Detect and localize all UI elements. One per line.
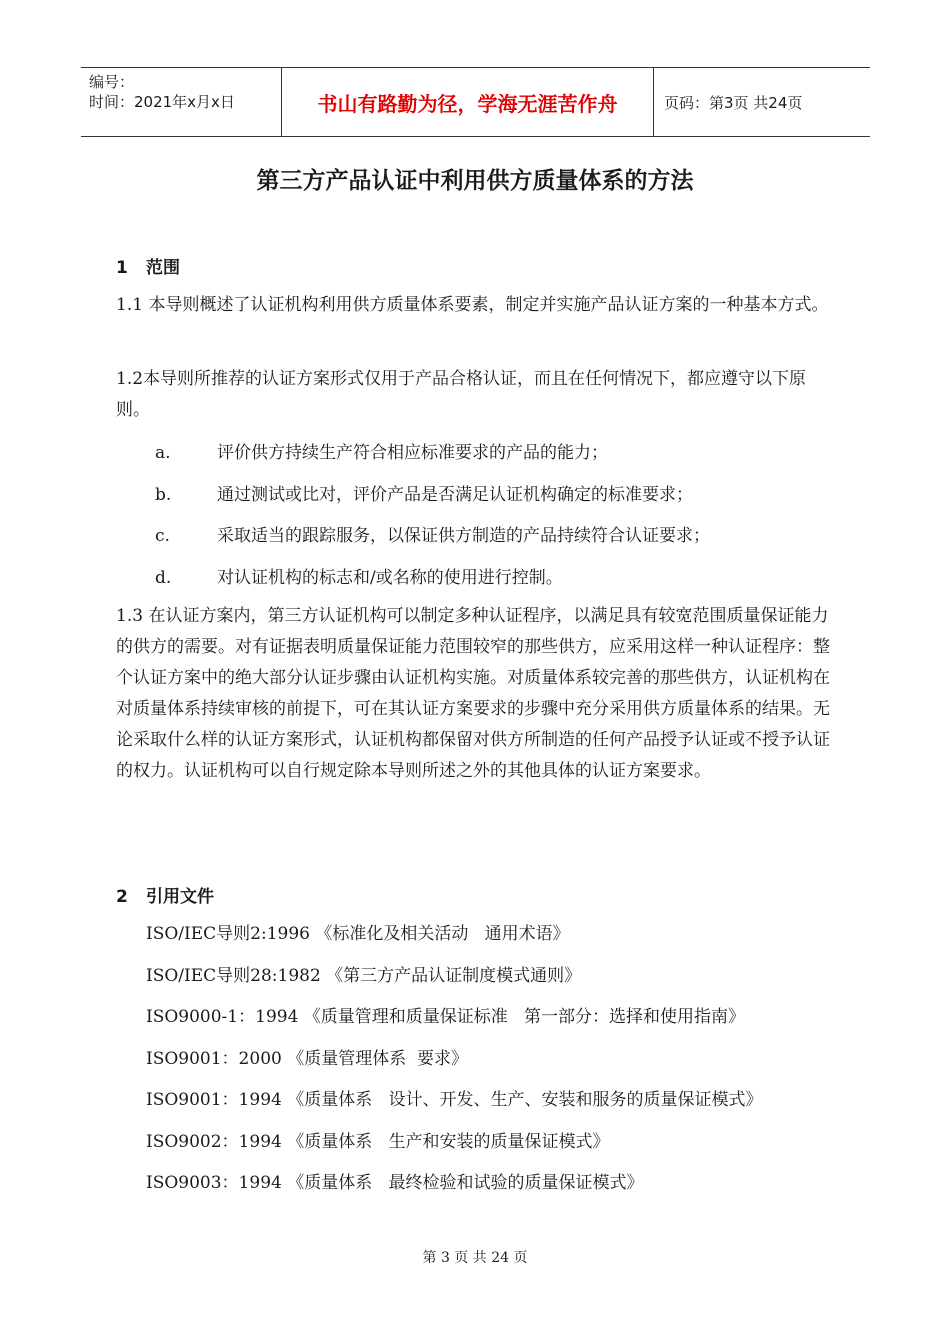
list-text: 采取适当的跟踪服务，以保证供方制造的产品持续符合认证要求； — [217, 526, 710, 546]
reference-item: ISO/IEC导则28:1982 《第三方产品认证制度模式通则》 — [146, 966, 582, 986]
header-table — [81, 67, 870, 137]
page-info: 页码：第3页 共24页 — [664, 93, 803, 112]
reference-item: ISO9000-1：1994 《质量管理和质量保证标准 第一部分：选择和使用指南》 — [146, 1007, 745, 1027]
list-letter: c. — [155, 526, 170, 546]
reference-item: ISO9002：1994 《质量体系 生产和安装的质量保证模式》 — [146, 1132, 610, 1152]
header-meta-cell — [81, 68, 282, 136]
list-text: 对认证机构的标志和/或名称的使用进行控制。 — [217, 568, 563, 588]
page-footer: 第 3 页 共 24 页 — [422, 1250, 528, 1266]
section-2-heading — [116, 882, 214, 907]
reference-item: ISO/IEC导则2:1996 《标准化及相关活动 通用术语》 — [146, 924, 570, 944]
list-letter: a. — [155, 443, 171, 463]
list-letter: b. — [155, 485, 172, 505]
list-item-c — [155, 524, 710, 548]
number-label: 编号： — [89, 73, 135, 91]
section-1-number: 1 — [116, 258, 128, 278]
reference-item: ISO9001：1994 《质量体系 设计、开发、生产、安装和服务的质量保证模式》 — [146, 1090, 763, 1110]
section-1-title: 范围 — [146, 258, 180, 278]
paragraph-1-3: 1.3 在认证方案内，第三方认证机构可以制定多种认证程序，以满足具有较宽范围质量保证能力的供方的需要。对有证据表明质量保证能力范围较窄的那些供方，应采用这样一种认证程序：整个认证方案中的绝大部分认证步骤由认证机构实施。对质量体系较完善的那些供方，认证机构在对质量体系持续审核的前提下，可在其认证方案要求的步骤中充分采用供方质量体系的结果。无论采取什么样的认证方案形式，认证机构都保留对供方所制造的任何产品授予认证或不授予认证的权力。认证机构可以自行规定除本导则所述之外的其他具体的认证方案要求。 — [116, 606, 830, 781]
section-2-number: 2 — [116, 887, 128, 907]
section-1-heading — [116, 253, 180, 278]
list-text: 评价供方持续生产符合相应标准要求的产品的能力； — [217, 443, 608, 463]
section-2-title: 引用文件 — [146, 887, 214, 907]
list-item-d — [155, 566, 563, 590]
list-text: 通过测试或比对，评价产品是否满足认证机构确定的标准要求； — [217, 485, 693, 505]
document-title: 第三方产品认证中利用供方质量体系的方法 — [256, 168, 694, 194]
date-label: 时间：2021年x月x日 — [89, 93, 235, 111]
list-item-b — [155, 483, 693, 507]
paragraph-1-2: 1.2本导则所推荐的认证方案形式仅用于产品合格认证，而且在任何情况下，都应遵守以下原则。 — [116, 369, 807, 420]
motto: 书山有路勤为径，学海无涯苦作舟 — [282, 68, 654, 136]
reference-item: ISO9003：1994 《质量体系 最终检验和试验的质量保证模式》 — [146, 1173, 644, 1193]
list-item-a — [155, 441, 608, 465]
list-letter: d. — [155, 568, 172, 588]
paragraph-1-1: 1.1 本导则概述了认证机构利用供方质量体系要素，制定并实施产品认证方案的一种基本方式。 — [116, 295, 829, 315]
reference-item: ISO9001：2000 《质量管理体系 要求》 — [146, 1049, 469, 1069]
